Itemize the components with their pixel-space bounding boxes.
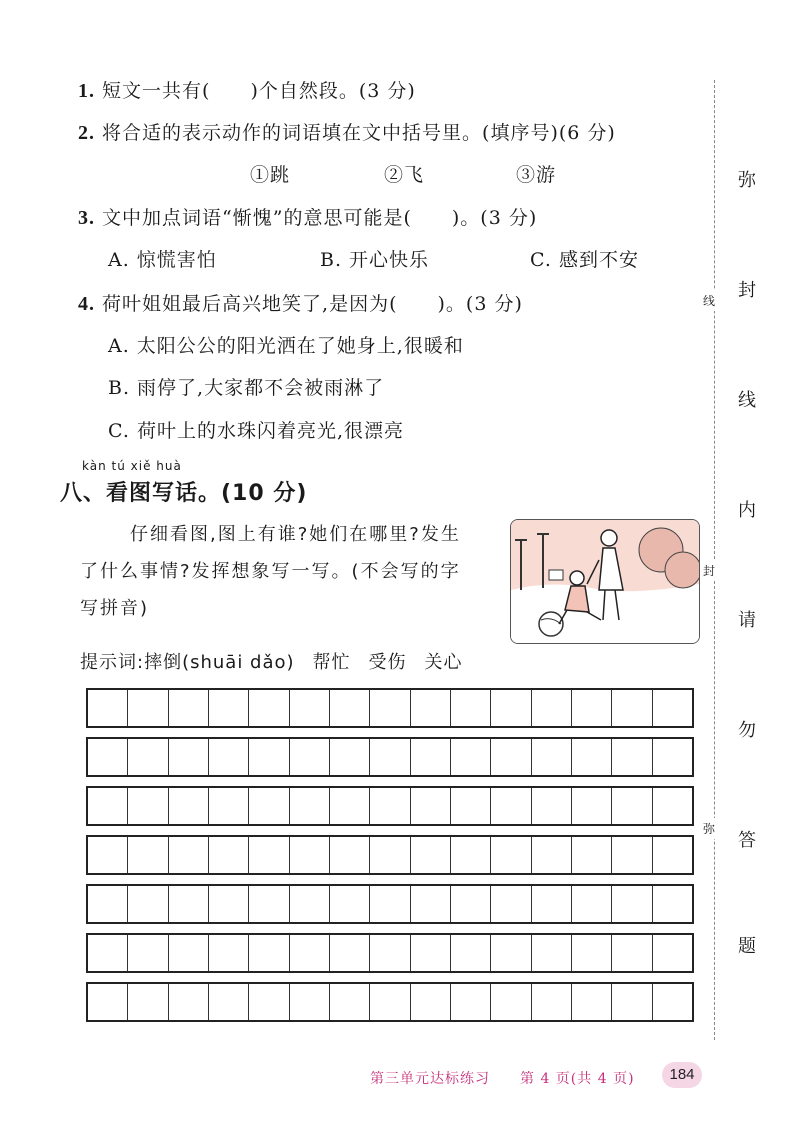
grid-cell[interactable] xyxy=(169,739,209,775)
grid-cell[interactable] xyxy=(532,739,572,775)
margin-mark-line: 线 xyxy=(703,290,715,311)
grid-cell[interactable] xyxy=(411,837,451,873)
footer-unit: 第三单元达标练习 xyxy=(370,1071,490,1087)
q2-option-3: ③游 xyxy=(516,164,557,186)
margin-mark-seal: 封 xyxy=(703,560,715,581)
grid-cell[interactable] xyxy=(653,935,692,971)
grid-cell[interactable] xyxy=(330,935,370,971)
grid-cell[interactable] xyxy=(612,739,652,775)
hint-word-1: 摔倒(shuāi dǎo) xyxy=(144,652,295,673)
grid-cell[interactable] xyxy=(572,984,612,1020)
margin-mark-close: 弥 xyxy=(703,818,715,839)
side-char-2: 封 xyxy=(738,280,756,301)
grid-cell[interactable] xyxy=(370,984,410,1020)
grid-cell[interactable] xyxy=(88,690,128,726)
question-2 xyxy=(78,118,616,145)
grid-cell[interactable] xyxy=(290,935,330,971)
question-1 xyxy=(78,76,416,103)
grid-cell[interactable] xyxy=(128,935,168,971)
grid-cell[interactable] xyxy=(532,984,572,1020)
grid-cell[interactable] xyxy=(169,935,209,971)
grid-row xyxy=(86,982,694,1022)
illustration-svg xyxy=(511,520,699,643)
q3-option-b: B. 开心快乐 xyxy=(320,249,430,271)
grid-cell[interactable] xyxy=(249,837,289,873)
grid-cell[interactable] xyxy=(169,690,209,726)
question-4 xyxy=(78,289,523,316)
q2-option-2: ②飞 xyxy=(384,164,425,186)
grid-cell[interactable] xyxy=(451,690,491,726)
grid-cell[interactable] xyxy=(370,837,410,873)
grid-cell[interactable] xyxy=(451,935,491,971)
grid-cell[interactable] xyxy=(491,984,531,1020)
grid-cell[interactable] xyxy=(411,935,451,971)
grid-cell[interactable] xyxy=(169,886,209,922)
q3-option-c: C. 感到不安 xyxy=(530,249,639,271)
grid-cell[interactable] xyxy=(330,837,370,873)
hint-word-4: 关心 xyxy=(424,652,463,673)
grid-row-gap xyxy=(86,875,694,884)
grid-cell[interactable] xyxy=(572,935,612,971)
writing-grid xyxy=(86,688,694,1022)
grid-cell[interactable] xyxy=(209,984,249,1020)
grid-row-gap xyxy=(86,924,694,933)
question-4-number: 4. xyxy=(78,293,95,315)
q3-option-a: A. 惊慌害怕 xyxy=(108,249,217,271)
q4-option-a: A. 太阳公公的阳光洒在了她身上,很暖和 xyxy=(108,335,464,357)
grid-cell[interactable] xyxy=(612,886,652,922)
side-char-5: 请 xyxy=(738,610,756,631)
grid-cell[interactable] xyxy=(572,837,612,873)
grid-cell[interactable] xyxy=(370,739,410,775)
grid-cell[interactable] xyxy=(88,739,128,775)
grid-cell[interactable] xyxy=(169,984,209,1020)
grid-cell[interactable] xyxy=(612,837,652,873)
grid-cell[interactable] xyxy=(532,935,572,971)
grid-cell[interactable] xyxy=(370,690,410,726)
grid-cell[interactable] xyxy=(572,690,612,726)
grid-cell[interactable] xyxy=(532,788,572,824)
grid-cell[interactable] xyxy=(451,788,491,824)
grid-cell[interactable] xyxy=(88,788,128,824)
grid-cell[interactable] xyxy=(532,690,572,726)
grid-cell[interactable] xyxy=(491,690,531,726)
grid-cell[interactable] xyxy=(612,935,652,971)
grid-row xyxy=(86,688,694,728)
question-2-text: 将合适的表示动作的词语填在文中括号里。(填序号)(6 分) xyxy=(102,122,616,144)
grid-cell[interactable] xyxy=(411,690,451,726)
side-char-7: 答 xyxy=(738,830,756,851)
question-4-text: 荷叶姐姐最后高兴地笑了,是因为( )。(3 分) xyxy=(102,293,523,315)
grid-cell[interactable] xyxy=(209,690,249,726)
grid-row-gap xyxy=(86,973,694,982)
side-char-4: 内 xyxy=(738,500,756,521)
section-8-instruction: 仔细看图,图上有谁?她们在哪里?发生了什么事情?发挥想象写一写。(不会写的字写拼音) xyxy=(80,524,461,619)
grid-cell[interactable] xyxy=(290,788,330,824)
grid-cell[interactable] xyxy=(411,788,451,824)
grid-cell[interactable] xyxy=(411,984,451,1020)
grid-cell[interactable] xyxy=(411,886,451,922)
question-3-number: 3. xyxy=(78,207,95,229)
grid-row-gap xyxy=(86,826,694,835)
question-1-text: 短文一共有( )个自然段。(3 分) xyxy=(102,80,416,102)
question-2-number: 2. xyxy=(78,122,95,144)
grid-cell[interactable] xyxy=(572,788,612,824)
grid-cell[interactable] xyxy=(249,739,289,775)
grid-cell[interactable] xyxy=(88,837,128,873)
grid-cell[interactable] xyxy=(128,739,168,775)
grid-row xyxy=(86,933,694,973)
grid-cell[interactable] xyxy=(653,886,692,922)
grid-cell[interactable] xyxy=(249,690,289,726)
grid-cell[interactable] xyxy=(169,788,209,824)
grid-cell[interactable] xyxy=(128,984,168,1020)
grid-cell[interactable] xyxy=(128,886,168,922)
grid-cell[interactable] xyxy=(290,837,330,873)
side-char-1: 弥 xyxy=(738,170,756,191)
grid-cell[interactable] xyxy=(128,837,168,873)
grid-cell[interactable] xyxy=(330,739,370,775)
question-1-number: 1. xyxy=(78,80,95,102)
grid-cell[interactable] xyxy=(491,935,531,971)
grid-cell[interactable] xyxy=(290,739,330,775)
footer-page: 第 4 页(共 4 页) xyxy=(520,1071,635,1087)
question-3-text: 文中加点词语“惭愧”的意思可能是( )。(3 分) xyxy=(102,207,538,229)
grid-cell[interactable] xyxy=(330,984,370,1020)
grid-cell[interactable] xyxy=(370,886,410,922)
hint-label: 提示词: xyxy=(80,652,145,673)
grid-cell[interactable] xyxy=(88,935,128,971)
illustration-two-girls xyxy=(510,519,700,644)
grid-cell[interactable] xyxy=(330,788,370,824)
grid-cell[interactable] xyxy=(249,788,289,824)
q2-option-1: ①跳 xyxy=(250,164,291,186)
grid-cell[interactable] xyxy=(411,739,451,775)
grid-cell[interactable] xyxy=(209,837,249,873)
grid-cell[interactable] xyxy=(169,837,209,873)
grid-row-gap xyxy=(86,777,694,786)
grid-cell[interactable] xyxy=(370,788,410,824)
question-3 xyxy=(78,203,537,230)
grid-cell[interactable] xyxy=(290,690,330,726)
grid-cell[interactable] xyxy=(653,984,692,1020)
grid-cell[interactable] xyxy=(451,886,491,922)
grid-cell[interactable] xyxy=(572,886,612,922)
grid-cell[interactable] xyxy=(451,739,491,775)
grid-cell[interactable] xyxy=(491,739,531,775)
grid-cell[interactable] xyxy=(209,886,249,922)
grid-cell[interactable] xyxy=(88,984,128,1020)
grid-cell[interactable] xyxy=(612,788,652,824)
grid-cell[interactable] xyxy=(209,739,249,775)
grid-cell[interactable] xyxy=(209,788,249,824)
grid-row xyxy=(86,884,694,924)
grid-cell[interactable] xyxy=(491,788,531,824)
side-char-6: 勿 xyxy=(738,720,756,741)
hint-words-line xyxy=(80,648,481,674)
hint-word-2: 帮忙 xyxy=(312,652,351,673)
grid-row-gap xyxy=(86,728,694,737)
grid-cell[interactable] xyxy=(290,886,330,922)
grid-row xyxy=(86,786,694,826)
grid-cell[interactable] xyxy=(128,788,168,824)
grid-cell[interactable] xyxy=(249,984,289,1020)
grid-cell[interactable] xyxy=(330,690,370,726)
grid-cell[interactable] xyxy=(451,837,491,873)
grid-cell[interactable] xyxy=(653,788,692,824)
grid-cell[interactable] xyxy=(128,690,168,726)
grid-cell[interactable] xyxy=(370,935,410,971)
grid-cell[interactable] xyxy=(249,935,289,971)
grid-row xyxy=(86,835,694,875)
grid-cell[interactable] xyxy=(249,886,289,922)
grid-cell[interactable] xyxy=(532,886,572,922)
grid-cell[interactable] xyxy=(491,837,531,873)
side-char-3: 线 xyxy=(738,390,756,411)
grid-cell[interactable] xyxy=(653,837,692,873)
grid-cell[interactable] xyxy=(330,886,370,922)
hint-word-3: 受伤 xyxy=(368,652,407,673)
grid-cell[interactable] xyxy=(572,739,612,775)
grid-cell[interactable] xyxy=(612,690,652,726)
grid-cell[interactable] xyxy=(653,690,692,726)
grid-cell[interactable] xyxy=(451,984,491,1020)
q4-option-c: C. 荷叶上的水珠闪着亮光,很漂亮 xyxy=(108,420,404,442)
grid-cell[interactable] xyxy=(532,837,572,873)
q4-option-b: B. 雨停了,大家都不会被雨淋了 xyxy=(108,377,385,399)
page-number-badge: 184 xyxy=(662,1062,702,1088)
section-8-title: 八、看图写话。(10 分) xyxy=(60,481,308,506)
grid-cell[interactable] xyxy=(653,739,692,775)
grid-cell[interactable] xyxy=(612,984,652,1020)
grid-cell[interactable] xyxy=(491,886,531,922)
section-8-pinyin: kàn tú xiě huà xyxy=(82,459,182,473)
grid-cell[interactable] xyxy=(88,886,128,922)
grid-cell[interactable] xyxy=(209,935,249,971)
grid-row xyxy=(86,737,694,777)
side-char-8: 题 xyxy=(738,936,756,957)
grid-cell[interactable] xyxy=(290,984,330,1020)
